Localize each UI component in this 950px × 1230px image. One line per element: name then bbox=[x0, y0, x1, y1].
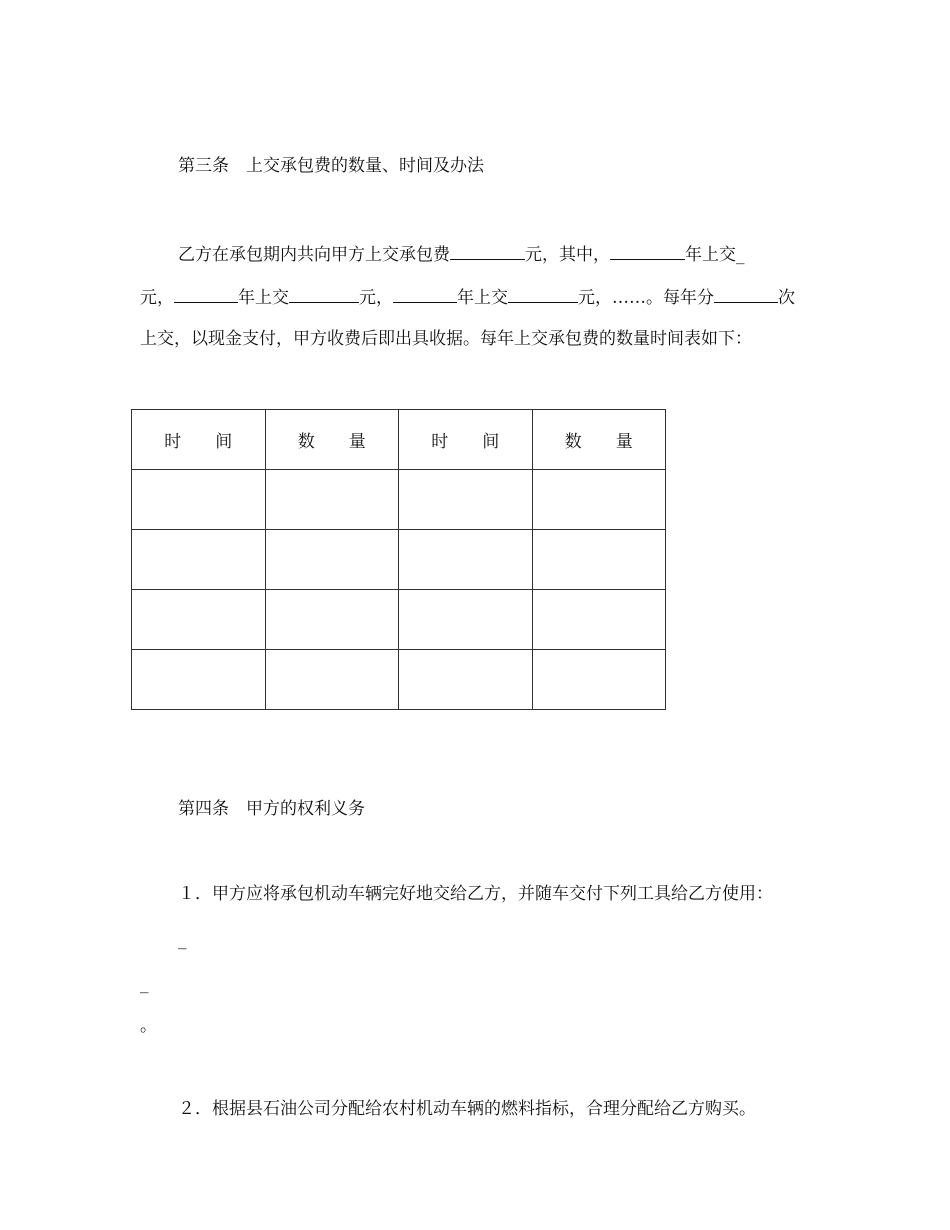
text-segment: 乙方在承包期内共向甲方上交承包费 bbox=[178, 245, 450, 265]
fill-blank[interactable] bbox=[714, 286, 778, 303]
fill-blank[interactable] bbox=[450, 243, 525, 260]
article-4-item-2: ２．根据县石油公司分配给农村机动车辆的燃料指标，合理分配给乙方购买。 bbox=[178, 1099, 756, 1119]
fill-blank[interactable] bbox=[174, 286, 238, 303]
table-cell[interactable] bbox=[399, 530, 533, 590]
table-cell[interactable] bbox=[399, 590, 533, 650]
table-cell[interactable] bbox=[532, 590, 666, 650]
text-segment: 年上交 bbox=[457, 288, 508, 308]
fill-blank[interactable] bbox=[289, 286, 359, 303]
table-cell[interactable] bbox=[532, 650, 666, 710]
text-segment: 元， bbox=[359, 288, 393, 308]
table-cell[interactable] bbox=[399, 650, 533, 710]
fee-schedule-table bbox=[131, 409, 666, 710]
table-cell[interactable] bbox=[132, 530, 266, 590]
text-segment: 元，……。每年分 bbox=[578, 288, 714, 308]
article-3-paragraph-line-1 bbox=[178, 243, 745, 265]
article-3-heading: 第三条 上交承包费的数量、时间及办法 bbox=[178, 156, 484, 176]
table-cell[interactable] bbox=[399, 470, 533, 530]
table-row bbox=[132, 590, 666, 650]
table-cell[interactable] bbox=[132, 590, 266, 650]
fill-in-line-2[interactable]: _ bbox=[140, 974, 149, 994]
text-segment: 元， bbox=[140, 288, 174, 308]
table-cell[interactable] bbox=[265, 470, 399, 530]
table-header-row bbox=[132, 410, 666, 470]
text-segment: _ bbox=[736, 245, 745, 265]
table-cell[interactable] bbox=[532, 530, 666, 590]
text-segment: 元，其中， bbox=[525, 245, 610, 265]
table-cell[interactable] bbox=[532, 470, 666, 530]
table-cell[interactable] bbox=[132, 470, 266, 530]
article-3-paragraph-line-3: 上交，以现金支付，甲方收费后即出具收据。每年上交承包费的数量时间表如下： bbox=[140, 329, 752, 349]
text-segment: 年上交 bbox=[685, 245, 736, 265]
header-time-1: 时 间 bbox=[132, 410, 266, 470]
table-row bbox=[132, 530, 666, 590]
article-3-paragraph-line-2 bbox=[140, 286, 795, 308]
header-quantity-1: 数 量 bbox=[265, 410, 399, 470]
fill-blank[interactable] bbox=[508, 286, 578, 303]
header-quantity-2: 数 量 bbox=[532, 410, 666, 470]
text-segment: 年上交 bbox=[238, 288, 289, 308]
fill-in-line-1[interactable]: _ bbox=[178, 930, 187, 950]
end-period-mark: 。 bbox=[140, 1016, 157, 1036]
table-cell[interactable] bbox=[132, 650, 266, 710]
table-cell[interactable] bbox=[265, 650, 399, 710]
text-segment: 次 bbox=[778, 288, 795, 308]
fill-blank[interactable] bbox=[610, 243, 685, 260]
table-row bbox=[132, 470, 666, 530]
fill-blank[interactable] bbox=[393, 286, 457, 303]
table-cell[interactable] bbox=[265, 590, 399, 650]
article-4-item-1: １．甲方应将承包机动车辆完好地交给乙方，并随车交付下列工具给乙方使用： bbox=[178, 884, 773, 904]
table-cell[interactable] bbox=[265, 530, 399, 590]
table-row bbox=[132, 650, 666, 710]
header-time-2: 时 间 bbox=[399, 410, 533, 470]
article-4-heading: 第四条 甲方的权利义务 bbox=[178, 799, 365, 819]
